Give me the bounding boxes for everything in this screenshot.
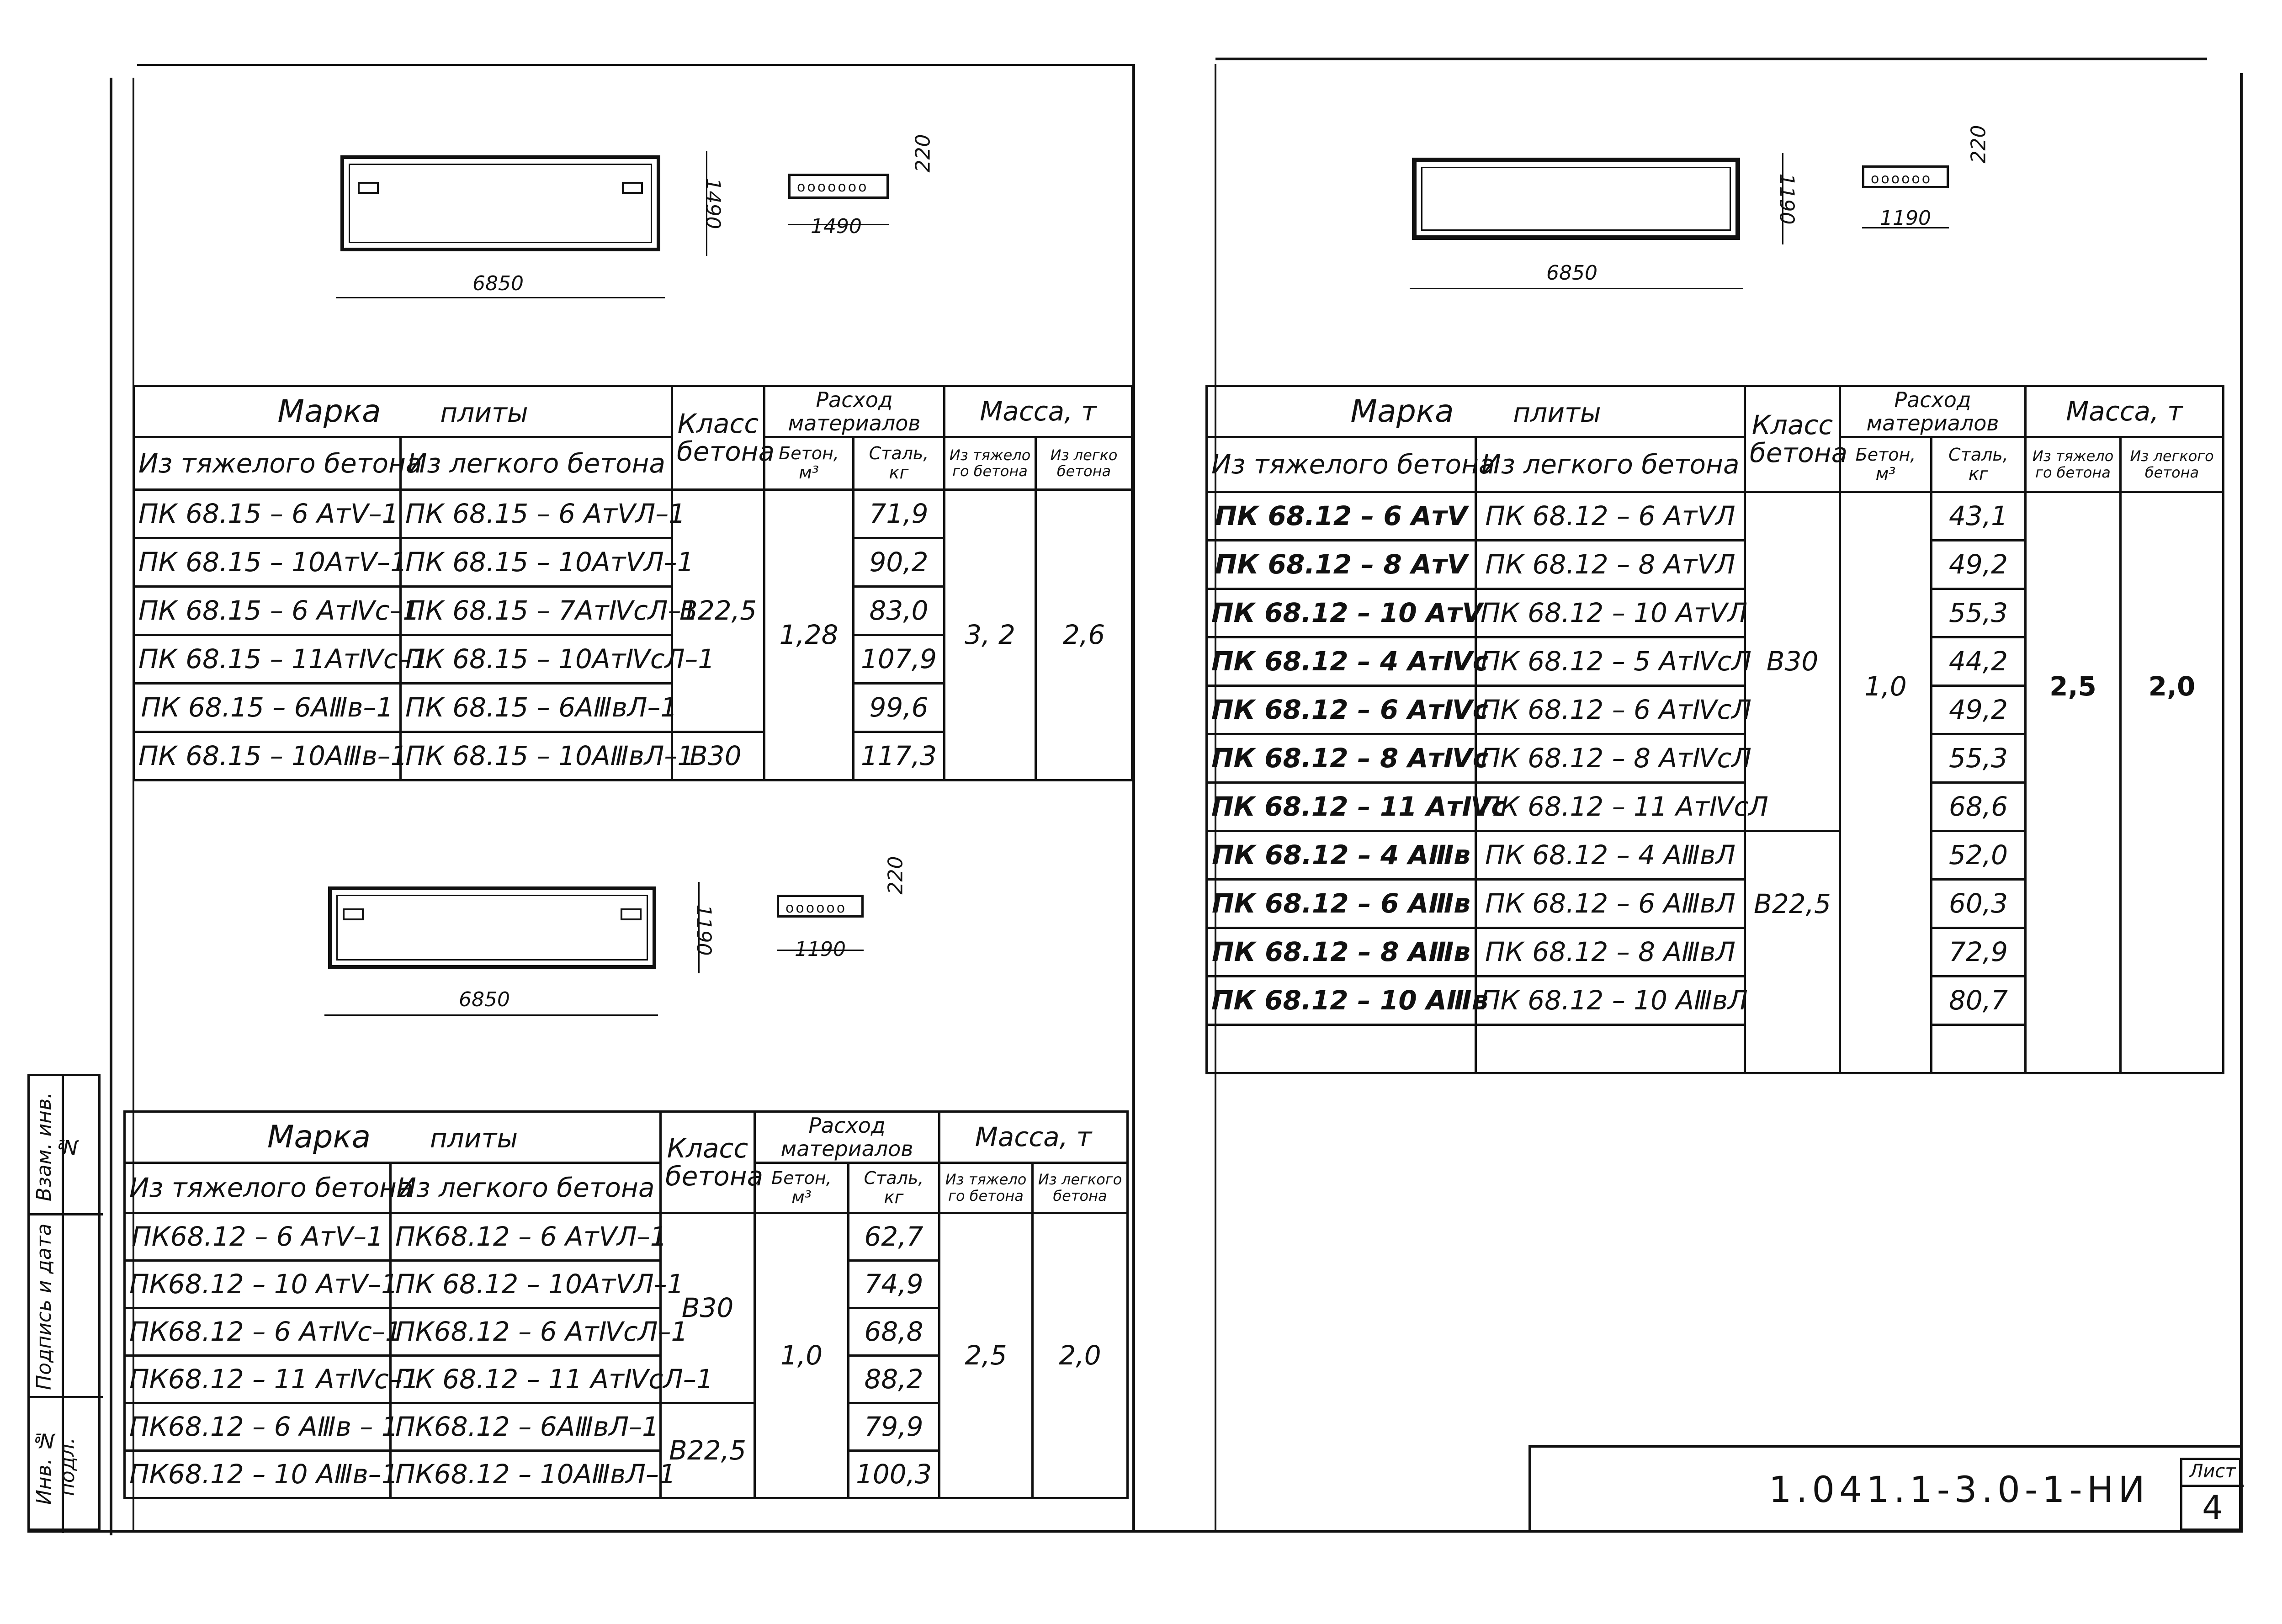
- sheet-number: 4: [2202, 1488, 2223, 1527]
- cell-light: ПК68.12 – 10АⅢвЛ–1: [391, 1451, 661, 1498]
- cell-light-empty: [1476, 1025, 1745, 1073]
- title-block: [1528, 1445, 2241, 1532]
- cell-class: В30: [1745, 492, 1840, 831]
- cell-heavy: ПК 68.15 – 6АⅢв–1: [134, 684, 401, 732]
- lifting-lug-right: [622, 182, 643, 194]
- header-stal: Сталь, кг: [1932, 437, 2026, 492]
- cell-steel: 55,3: [1932, 734, 2026, 783]
- cell-heavy: ПК 68.12 – 8 АⅢв: [1207, 928, 1476, 977]
- header-mass-heavy: Из тяжело го бетона: [939, 1163, 1033, 1213]
- slab-plan-top-right: [1412, 158, 1740, 240]
- cell-steel-empty: [1932, 1025, 2026, 1073]
- sheet-divider: [2182, 1485, 2244, 1487]
- header-rashod: Расход материалов: [1840, 386, 2026, 437]
- header-massa: Масса, т: [2026, 386, 2224, 437]
- cell-class: В22,5: [1745, 831, 1840, 1073]
- header-marka-plity: Марка плиты: [1207, 386, 1745, 437]
- slab-inner-outline: [349, 164, 652, 243]
- cell-steel: 80,7: [1932, 977, 2026, 1025]
- table-row: [1207, 492, 2224, 541]
- header-mass-light: Из легкого бетона: [1033, 1163, 1128, 1213]
- table-left-top: [133, 385, 1133, 781]
- dim-length-label: 6850: [472, 272, 524, 295]
- sheet-box: [2180, 1458, 2241, 1531]
- cell-steel: 68,6: [1932, 783, 2026, 831]
- header-mass-light: Из легко бетона: [1036, 437, 1132, 490]
- section-height-label: 220: [884, 856, 907, 895]
- section-top-left: [788, 174, 889, 199]
- lifting-lug-right: [621, 908, 642, 920]
- cell-heavy: ПК 68.12 – 4 АⅢв: [1207, 831, 1476, 880]
- cell-light: ПК68.12 – 6АⅢвЛ–1: [391, 1403, 661, 1451]
- dim-line-length: [336, 297, 665, 298]
- header-light: Из легкого бетона: [1476, 437, 1745, 492]
- frame-right: [2240, 73, 2243, 1531]
- header-rashod: Расход материалов: [755, 1112, 939, 1163]
- header-klass: Класс бетона: [672, 386, 764, 490]
- frame-center-left: [1132, 64, 1135, 1531]
- header-beton: Бетон, м³: [764, 437, 854, 490]
- sidebar-inv-label: Инв. № подл.: [32, 1428, 79, 1505]
- cell-steel: 52,0: [1932, 831, 2026, 880]
- cell-class: В30: [672, 732, 764, 780]
- lifting-lug-left: [343, 908, 364, 920]
- cell-light: ПК 68.12 – 6 АтⅤЛ: [1476, 492, 1745, 541]
- cell-light: ПК 68.12 – 5 АтⅣсЛ: [1476, 637, 1745, 686]
- header-massa: Масса, т: [939, 1112, 1128, 1163]
- header-stal: Сталь, кг: [854, 437, 945, 490]
- sidebar-podpis-label: Подпись и дата: [32, 1223, 56, 1390]
- cell-heavy: ПК68.12 – 6 АтⅣс–1: [125, 1308, 391, 1356]
- slab-inner-outline: [336, 895, 648, 961]
- dim-line-length: [324, 1014, 658, 1016]
- cell-steel: 60,3: [1932, 880, 2026, 928]
- header-mass-heavy: Из тяжело го бетона: [945, 437, 1036, 490]
- header-marka-plity: Марка плиты: [134, 386, 672, 437]
- cell-heavy: ПК 68.12 – 6 АтⅤ: [1207, 492, 1476, 541]
- cell-concrete: 1,0: [1840, 492, 1932, 1073]
- cell-heavy: ПК 68.12 – 6 АтⅣс: [1207, 686, 1476, 734]
- header-heavy: Из тяжелого бетона: [1207, 437, 1476, 492]
- cell-class: В22,5: [672, 490, 764, 732]
- hollow-cores: oooooo: [785, 900, 847, 916]
- cell-heavy: ПК68.12 – 6 АтⅤ–1: [125, 1213, 391, 1261]
- header-marka-plity: Марка плиты: [125, 1112, 661, 1163]
- cell-steel: 72,9: [1932, 928, 2026, 977]
- cell-steel: 43,1: [1932, 492, 2026, 541]
- cell-heavy: ПК 68.15 – 11АтⅣс–1: [134, 635, 401, 684]
- header-heavy: Из тяжелого бетона: [125, 1163, 391, 1213]
- section-width-label: 1190: [795, 938, 846, 961]
- cell-steel: 44,2: [1932, 637, 2026, 686]
- cell-heavy: ПК 68.12 – 11 АтⅣс: [1207, 783, 1476, 831]
- header-rashod: Расход материалов: [764, 386, 945, 437]
- cell-light: ПК 68.12 – 10АтⅤЛ–1: [391, 1261, 661, 1308]
- cell-class: В30: [661, 1213, 755, 1403]
- cell-light: ПК 68.12 – 8 АтⅤЛ: [1476, 541, 1745, 589]
- cell-heavy: ПК68.12 – 11 АтⅣс–1: [125, 1356, 391, 1403]
- cell-steel: 88,2: [849, 1356, 939, 1403]
- cell-heavy: ПК 68.15 – 10АтⅤ–1: [134, 538, 401, 587]
- dim-width-label: 1190: [692, 904, 716, 956]
- cell-steel: 62,7: [849, 1213, 939, 1261]
- table-row: [134, 490, 1132, 538]
- header-massa: Масса, т: [945, 386, 1132, 437]
- cell-heavy: ПК 68.12 – 8 АтⅣс: [1207, 734, 1476, 783]
- header-light: Из легкого бетона: [401, 437, 672, 490]
- cell-mass-light: 2,6: [1036, 490, 1132, 780]
- header-mass-light: Из легкого бетона: [2121, 437, 2224, 492]
- section-height-label: 220: [1967, 125, 1990, 164]
- header-beton: Бетон, м³: [755, 1163, 849, 1213]
- cell-steel: 74,9: [849, 1261, 939, 1308]
- header-klass: Класс бетона: [1745, 386, 1840, 492]
- hollow-cores: oooooo: [1871, 171, 1932, 187]
- cell-light: ПК 68.12 – 4 АⅢвЛ: [1476, 831, 1745, 880]
- cell-concrete: 1,0: [755, 1213, 849, 1498]
- cell-light: ПК 68.15 – 10АтⅤЛ–1: [401, 538, 672, 587]
- header-mass-heavy: Из тяжело го бетона: [2026, 437, 2121, 492]
- sidebar-stamp: [27, 1074, 101, 1531]
- cell-steel: 49,2: [1932, 541, 2026, 589]
- cell-steel: 49,2: [1932, 686, 2026, 734]
- section-mid-left: [777, 895, 864, 918]
- cell-light: ПК 68.12 – 8 АтⅣсЛ: [1476, 734, 1745, 783]
- sidebar-divider-3: [30, 1396, 103, 1398]
- cell-light: ПК68.12 – 6 АтⅤЛ–1: [391, 1213, 661, 1261]
- table-left-bottom: [123, 1110, 1129, 1499]
- dim-line-length: [1410, 288, 1743, 289]
- dim-length-label: 6850: [1546, 261, 1597, 285]
- dim-width-label: 1490: [701, 178, 725, 229]
- cell-light: ПК 68.15 – 10АⅢвЛ–1: [401, 732, 672, 780]
- slab-plan-mid-left: [328, 886, 656, 969]
- cell-light: ПК 68.12 – 10 АтⅤЛ: [1476, 589, 1745, 637]
- section-width-label: 1190: [1880, 207, 1931, 230]
- cell-light: ПК68.12 – 6 АтⅣсЛ–1: [391, 1308, 661, 1356]
- cell-light: ПК 68.12 – 6 АⅢвЛ: [1476, 880, 1745, 928]
- header-light: Из легкого бетона: [391, 1163, 661, 1213]
- slab-plan-top-left: [340, 155, 660, 251]
- cell-steel: 90,2: [854, 538, 945, 587]
- frame-left: [110, 78, 112, 1535]
- cell-steel: 71,9: [854, 490, 945, 538]
- lifting-lug-left: [358, 182, 379, 194]
- cell-steel: 55,3: [1932, 589, 2026, 637]
- frame-top-right: [1215, 58, 2207, 60]
- cell-heavy: ПК 68.15 – 6 АтⅣс–1: [134, 587, 401, 635]
- cell-light: ПК 68.12 – 11 АтⅣсЛ: [1476, 783, 1745, 831]
- cell-light: ПК 68.12 – 6 АтⅣсЛ: [1476, 686, 1745, 734]
- cell-light: ПК 68.15 – 10АтⅣсЛ–1: [401, 635, 672, 684]
- cell-light: ПК 68.12 – 8 АⅢвЛ: [1476, 928, 1745, 977]
- sidebar-vzam-label: Взам. инв. №: [32, 1092, 79, 1202]
- cell-heavy: ПК 68.12 – 8 АтⅤ: [1207, 541, 1476, 589]
- header-heavy: Из тяжелого бетона: [134, 437, 401, 490]
- cell-light: ПК 68.15 – 6 АтⅤЛ–1: [401, 490, 672, 538]
- slab-inner-outline: [1421, 167, 1731, 231]
- sheet-label: Лист: [2189, 1461, 2236, 1482]
- section-width-label: 1490: [811, 215, 862, 238]
- cell-heavy: ПК 68.12 – 10 АⅢв: [1207, 977, 1476, 1025]
- hollow-cores: ooooooo: [797, 179, 869, 195]
- cell-heavy: ПК68.12 – 6 АⅢв – 1: [125, 1403, 391, 1451]
- cell-mass-light: 2,0: [2121, 492, 2224, 1073]
- cell-heavy: ПК 68.12 – 10 АтⅤ: [1207, 589, 1476, 637]
- cell-light: ПК 68.12 – 10 АⅢвЛ: [1476, 977, 1745, 1025]
- header-stal: Сталь, кг: [849, 1163, 939, 1213]
- dim-width-label: 1190: [1775, 173, 1799, 225]
- document-code: 1.041.1-3.0-1-НИ: [1769, 1470, 2149, 1511]
- cell-light: ПК 68.12 – 11 АтⅣсЛ–1: [391, 1356, 661, 1403]
- cell-light: ПК 68.15 – 7АтⅣсЛ–1: [401, 587, 672, 635]
- cell-heavy: ПК 68.12 – 4 АтⅣс: [1207, 637, 1476, 686]
- frame-top-left: [137, 64, 1133, 66]
- cell-heavy-empty: [1207, 1025, 1476, 1073]
- cell-steel: 68,8: [849, 1308, 939, 1356]
- cell-steel: 79,9: [849, 1403, 939, 1451]
- section-height-label: 220: [911, 134, 935, 173]
- table-row: [125, 1213, 1128, 1261]
- cell-heavy: ПК 68.15 – 6 АтⅤ–1: [134, 490, 401, 538]
- sidebar-divider-2: [30, 1213, 103, 1215]
- cell-steel: 99,6: [854, 684, 945, 732]
- header-klass: Класс бетона: [661, 1112, 755, 1213]
- cell-mass-light: 2,0: [1033, 1213, 1128, 1498]
- cell-steel: 107,9: [854, 635, 945, 684]
- cell-steel: 100,3: [849, 1451, 939, 1498]
- table-right: [1205, 385, 2224, 1074]
- cell-steel: 117,3: [854, 732, 945, 780]
- cell-concrete: 1,28: [764, 490, 854, 780]
- dim-length-label: 6850: [459, 988, 510, 1011]
- cell-heavy: ПК68.12 – 10 АтⅤ–1: [125, 1261, 391, 1308]
- header-beton: Бетон, м³: [1840, 437, 1932, 492]
- cell-heavy: ПК68.12 – 10 АⅢв–1: [125, 1451, 391, 1498]
- cell-mass-heavy: 2,5: [939, 1213, 1033, 1498]
- cell-light: ПК 68.15 – 6АⅢвЛ–1: [401, 684, 672, 732]
- cell-steel: 83,0: [854, 587, 945, 635]
- cell-heavy: ПК 68.12 – 6 АⅢв: [1207, 880, 1476, 928]
- section-top-right: [1862, 165, 1949, 188]
- cell-mass-heavy: 3, 2: [945, 490, 1036, 780]
- cell-heavy: ПК 68.15 – 10АⅢв–1: [134, 732, 401, 780]
- cell-mass-heavy: 2,5: [2026, 492, 2121, 1073]
- cell-class: В22,5: [661, 1403, 755, 1498]
